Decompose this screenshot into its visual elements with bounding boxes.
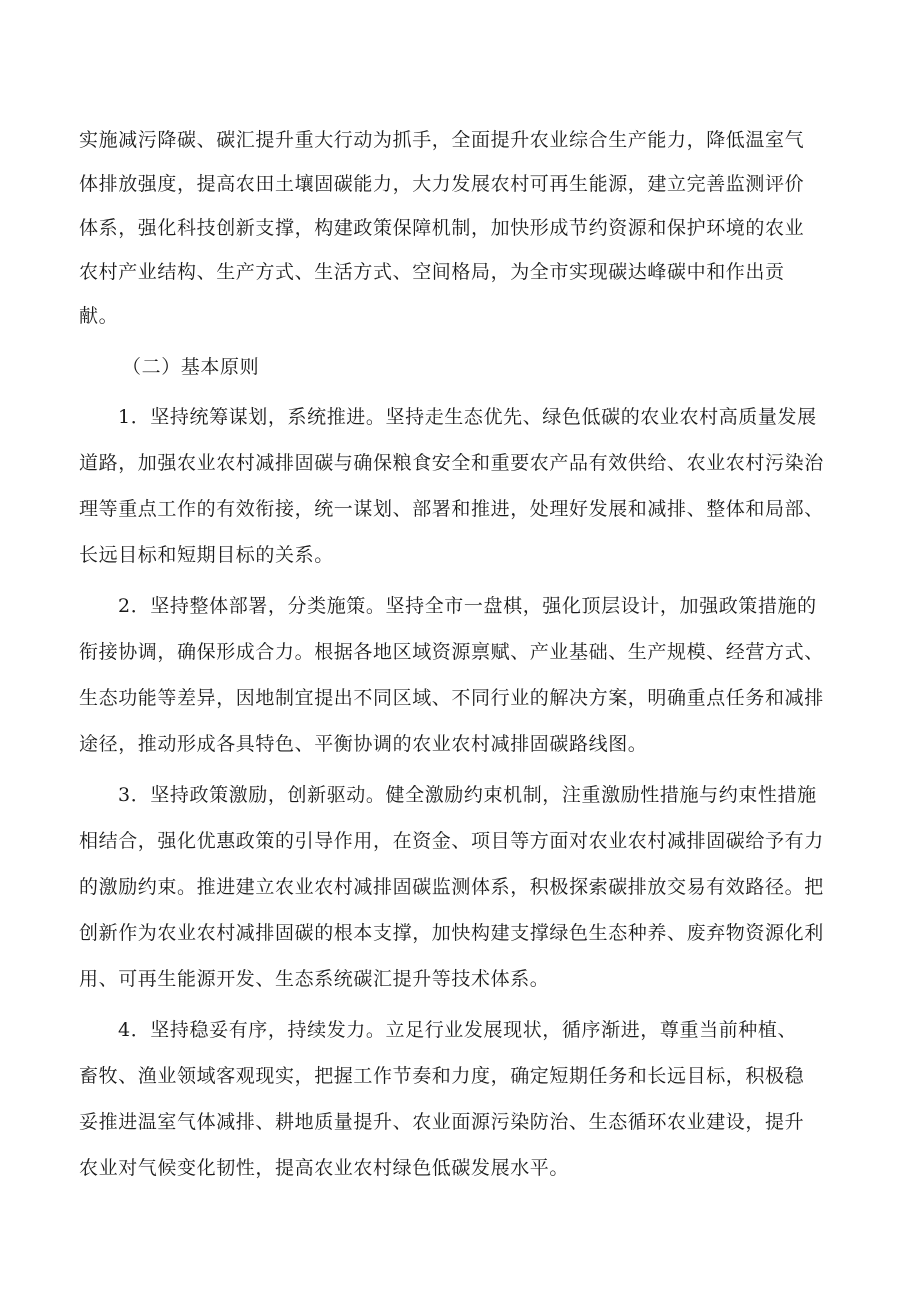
paragraph-line: 农业对气候变化韧性，提高农业农村绿色低碳发展水平。 <box>79 1157 570 1179</box>
paragraph-line: 生态功能等差异，因地制宜提出不同区域、不同行业的解决方案，明确重点任务和减排 <box>79 687 824 709</box>
paragraph-line: 4．坚持稳妥有序，持续发力。立足行业发展现状，循序渐进，尊重当前种植、 <box>118 1019 798 1041</box>
paragraph-line: 用、可再生能源开发、生态系统碳汇提升等技术体系。 <box>79 968 550 990</box>
paragraph-line: 实施减污降碳、碳汇提升重大行动为抓手，全面提升农业综合生产能力，降低温室气 <box>79 129 805 151</box>
paragraph-line: 长远目标和短期目标的关系。 <box>79 544 334 566</box>
paragraph-line: 畜牧、渔业领域客观现实，把握工作节奏和力度，确定短期任务和长远目标，积极稳 <box>79 1065 805 1087</box>
paragraph-line: 妥推进温室气体减排、耕地质量提升、农业面源污染防治、生态循环农业建设，提升 <box>79 1111 805 1133</box>
paragraph-line: 创新作为农业农村减排固碳的根本支撑，加快构建支撑绿色生态种养、废弃物资源化利 <box>79 922 824 944</box>
paragraph-line: 体系，强化科技创新支撑，构建政策保障机制，加快形成节约资源和保护环境的农业 <box>79 217 805 239</box>
paragraph-line: 的激励约束。推进建立农业农村减排固碳监测体系，积极探索碳排放交易有效路径。把 <box>79 876 824 898</box>
paragraph-line: 1．坚持统筹谋划，系统推进。坚持走生态优先、绿色低碳的农业农村高质量发展 <box>118 406 817 428</box>
paragraph-line: 衔接协调，确保形成合力。根据各地区域资源禀赋、产业基础、生产规模、经营方式、 <box>79 641 824 663</box>
section-heading: （二）基本原则 <box>122 356 260 378</box>
paragraph-line: 献。 <box>79 305 119 327</box>
paragraph-line: 农村产业结构、生产方式、生活方式、空间格局，为全市实现碳达峰碳中和作出贡 <box>79 261 785 283</box>
paragraph-line: 道路，加强农业农村减排固碳与确保粮食安全和重要农产品有效供给、农业农村污染治 <box>79 452 824 474</box>
paragraph-line: 2．坚持整体部署，分类施策。坚持全市一盘棋，强化顶层设计，加强政策措施的 <box>118 595 817 617</box>
paragraph-line: 理等重点工作的有效衔接，统一谋划、部署和推进，处理好发展和减排、整体和局部、 <box>79 498 824 520</box>
paragraph-line: 相结合，强化优惠政策的引导作用，在资金、项目等方面对农业农村减排固碳给予有力 <box>79 830 824 852</box>
paragraph-line: 途径，推动形成各具特色、平衡协调的农业农村减排固碳路线图。 <box>79 733 648 755</box>
paragraph-line: 3．坚持政策激励，创新驱动。健全激励约束机制，注重激励性措施与约束性措施 <box>118 784 817 806</box>
paragraph-line: 体排放强度，提高农田土壤固碳能力，大力发展农村可再生能源，建立完善监测评价 <box>79 173 805 195</box>
